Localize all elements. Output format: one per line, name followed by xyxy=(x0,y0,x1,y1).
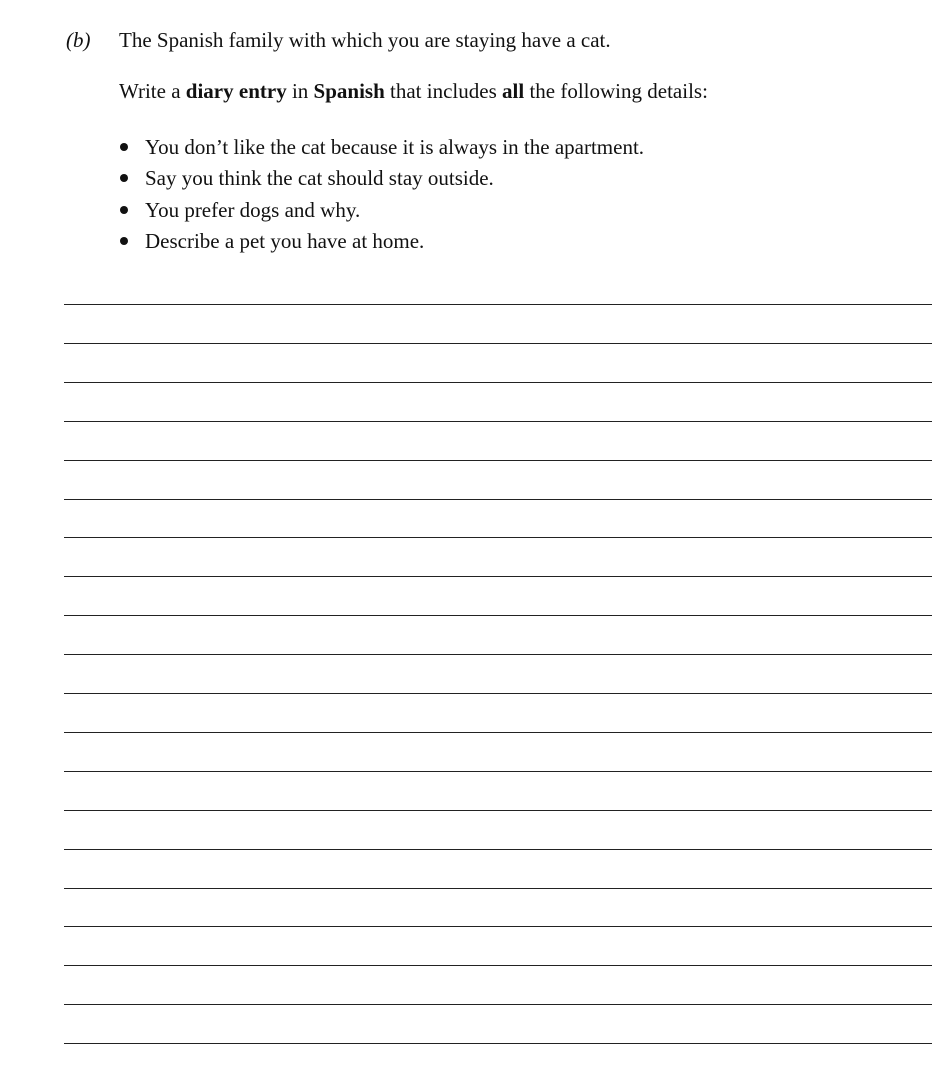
answer-line xyxy=(64,1004,932,1005)
answer-line xyxy=(64,693,932,694)
instruction-emphasis-spanish: Spanish xyxy=(313,79,385,103)
list-item-text: You prefer dogs and why. xyxy=(145,197,361,222)
answer-line xyxy=(64,771,932,772)
answer-line xyxy=(64,421,932,422)
answer-line xyxy=(64,304,932,305)
answer-line xyxy=(64,965,932,966)
answer-area[interactable] xyxy=(64,0,932,1069)
list-item-text: Describe a pet you have at home. xyxy=(145,229,425,254)
question-stem: The Spanish family with which you are staying have a cat. xyxy=(119,28,611,52)
answer-line xyxy=(64,888,932,889)
instruction-text: Write a xyxy=(119,79,186,103)
answer-line xyxy=(64,576,932,577)
instruction-emphasis-diary-entry: diary entry xyxy=(185,79,287,103)
instruction-emphasis-all: all xyxy=(502,79,525,103)
answer-line xyxy=(64,654,932,655)
instruction-text: that includes xyxy=(384,79,503,103)
answer-line xyxy=(64,382,932,383)
answer-line xyxy=(64,1043,932,1044)
answer-line xyxy=(64,926,932,927)
answer-line xyxy=(64,732,932,733)
list-item-text: You don’t like the cat because it is always in the apartment. xyxy=(145,134,645,159)
answer-line xyxy=(64,615,932,616)
answer-line xyxy=(64,460,932,461)
instruction-text: in xyxy=(286,79,314,103)
answer-line xyxy=(64,849,932,850)
answer-line xyxy=(64,343,932,344)
answer-line xyxy=(64,810,932,811)
answer-line xyxy=(64,499,932,500)
question-label: (b) xyxy=(66,28,91,52)
answer-line xyxy=(64,537,932,538)
list-item-text: Say you think the cat should stay outside. xyxy=(145,166,494,191)
instruction-text: the following details: xyxy=(524,79,708,103)
